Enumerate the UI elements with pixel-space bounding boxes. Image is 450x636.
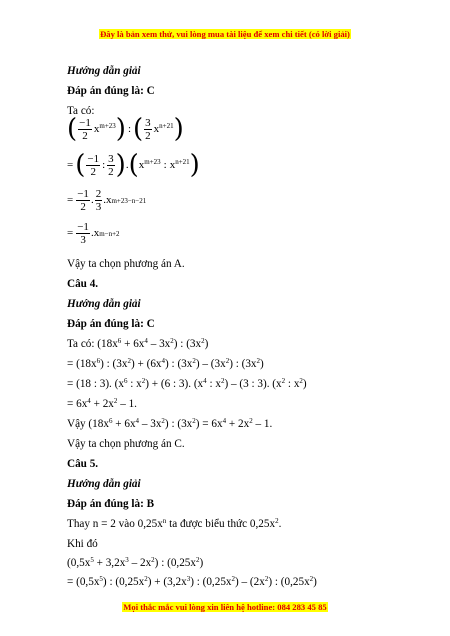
q5-answer: Đáp án đúng là: B — [67, 498, 155, 510]
text-segment: – 1. — [252, 418, 273, 430]
header-notice: Đây là bản xem thử, vui lòng mua tài liệu để xem chi tiết (có lời giải) — [100, 29, 350, 39]
text-segment: + 2x — [226, 418, 250, 430]
exponent: 2 — [151, 556, 155, 564]
q5-line — [67, 538, 98, 551]
q3-expr1: ( $\frac{-1}{2}$ $x^{m+23}$ ) : ( $\frac{3}{2}$ $x^{n+21}$ ) — [67, 114, 184, 144]
exponent: 2 — [201, 337, 205, 345]
exponent: 2 — [231, 575, 236, 583]
exponent: 2 — [220, 377, 225, 385]
text-segment: – 2x — [128, 557, 152, 569]
exponent: 4 — [203, 377, 207, 385]
q4-title: Câu 4. — [67, 278, 99, 290]
q3-intro: Ta có: — [67, 105, 95, 117]
exponent: 3 — [186, 575, 191, 583]
exponent: 6 — [96, 357, 101, 365]
text-segment: ) – (2x — [235, 576, 265, 588]
text-segment: + 3,2x — [93, 557, 126, 569]
text-segment: = (18 : 3). (x — [67, 378, 124, 390]
text-segment: . — [278, 518, 282, 530]
exponent: 2 — [161, 417, 165, 425]
text-segment: ) + (6x — [130, 358, 162, 370]
q4-line — [67, 358, 264, 371]
exponent: 2 — [196, 556, 200, 564]
q4-guide-heading: Hướng dẫn giải — [67, 298, 141, 310]
q4-answer: Đáp án đúng là: C — [67, 318, 155, 330]
text-segment: ) — [204, 338, 209, 350]
exponent: 4 — [87, 397, 91, 405]
text-segment: ) — [199, 557, 204, 569]
exponent: 2 — [192, 357, 196, 365]
text-segment: Thay n = 2 vào 0,25x — [67, 518, 163, 530]
text-segment: ta được biểu thức 0,25x — [166, 518, 276, 530]
text-segment: ) : (3x — [173, 338, 202, 350]
exponent: 2 — [225, 357, 230, 365]
text-segment: ) : (0,25x — [102, 576, 145, 588]
text-segment: ) – (3 : 3). (x — [224, 378, 282, 390]
text-segment: : x — [127, 378, 142, 390]
text-segment: + 2x — [90, 398, 114, 410]
exponent: 2 — [299, 377, 303, 385]
exponent: 2 — [113, 397, 118, 405]
exponent: n — [162, 517, 167, 525]
q5-line — [67, 576, 317, 589]
exponent: 6 — [108, 417, 113, 425]
text-segment: + 6x — [112, 418, 136, 430]
text-segment: ) — [313, 576, 317, 588]
exponent: 2 — [275, 517, 279, 525]
text-segment: ) — [260, 358, 264, 370]
q3-answer: Đáp án đúng là: C — [67, 85, 155, 97]
text-segment: Vậy (18x — [67, 418, 109, 430]
footer-notice: Mọi thắc mắc vui lòng xin liên hệ hotline: 084 283 45 85 — [123, 602, 327, 612]
exponent: 2 — [170, 337, 174, 345]
exponent: 6 — [123, 377, 128, 385]
q5-line — [67, 518, 281, 531]
exponent: 2 — [127, 357, 131, 365]
text-segment: ) + (3,2x — [147, 576, 187, 588]
q5-title: Câu 5. — [67, 458, 99, 470]
exponent: 4 — [144, 337, 148, 345]
text-segment: ) = 6x — [195, 418, 223, 430]
text-segment: ) + (6 : 3). (x — [145, 378, 204, 390]
exponent: 2 — [256, 357, 261, 365]
exponent: 2 — [264, 575, 269, 583]
exponent: 2 — [281, 377, 286, 385]
text-segment: Khi đó — [67, 538, 98, 550]
q4-line — [67, 398, 137, 411]
text-segment: Ta có: (18x — [67, 338, 118, 350]
exponent: 2 — [141, 377, 146, 385]
q4-line — [67, 378, 307, 391]
q3-expr2: = ( $\frac{-1}{2}$ : $\frac{3}{2}$ ) . ( $x^{m+23}$ : $x^{n+21}$ ) — [67, 150, 200, 180]
q5-guide-heading: Hướng dẫn giải — [67, 478, 141, 490]
exponent: 5 — [90, 556, 94, 564]
text-segment: = (0,5x — [67, 576, 100, 588]
text-segment: ) : (3x — [165, 358, 193, 370]
text-segment: – 3x — [139, 418, 162, 430]
text-segment: ) : (3x — [229, 358, 257, 370]
q4-line — [67, 418, 272, 431]
exponent: 2 — [249, 417, 253, 425]
text-segment: = 6x — [67, 398, 88, 410]
exponent: 2 — [309, 575, 314, 583]
text-segment: : x — [285, 378, 300, 390]
text-segment: ) : (0,25x — [190, 576, 232, 588]
exponent: 2 — [192, 417, 196, 425]
exponent: 4 — [135, 417, 140, 425]
text-segment: = (18x — [67, 358, 97, 370]
q4-line — [67, 338, 208, 351]
text-segment: : x — [206, 378, 221, 390]
q3-expr4: = $\frac{-1}{3}$ .x m−n+2 — [67, 221, 120, 246]
exponent: 6 — [117, 337, 122, 345]
text-segment: – 1. — [117, 398, 137, 410]
exponent: 2 — [144, 575, 148, 583]
text-segment: ) : (0,25x — [268, 576, 310, 588]
exponent: 4 — [161, 357, 166, 365]
exponent: 5 — [99, 575, 103, 583]
text-segment: + 6x — [121, 338, 145, 350]
text-segment: (0,5x — [67, 557, 91, 569]
q3-conclusion: Vậy ta chọn phương án A. — [67, 258, 185, 270]
q3-expr3: = $\frac{-1}{2}$ . $\frac{2}{3}$ .x m+23−n−21 — [67, 188, 147, 213]
text-segment: ) : (3x — [100, 358, 128, 370]
text-segment: ) : (3x — [164, 418, 193, 430]
exponent: 4 — [222, 417, 227, 425]
text-segment: – 3x — [147, 338, 171, 350]
text-segment: ) — [302, 378, 307, 390]
q4-conclusion: Vậy ta chọn phương án C. — [67, 438, 185, 450]
q5-line — [67, 557, 203, 570]
exponent: 3 — [125, 556, 129, 564]
q3-guide-heading: Hướng dẫn giải — [67, 65, 141, 77]
text-segment: ) – (3x — [195, 358, 226, 370]
text-segment: ) : (0,25x — [154, 557, 196, 569]
